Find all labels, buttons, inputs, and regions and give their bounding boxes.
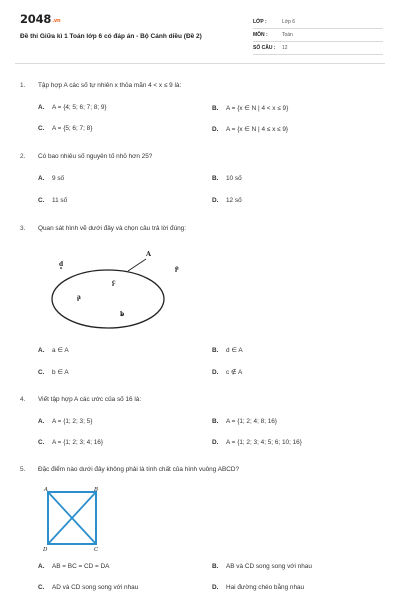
meta-value: Lớp 6 [282,19,296,25]
option-1a[interactable] [38,104,107,111]
option-letter: D. [212,439,219,446]
question-number: 4. [20,396,26,403]
meta-row-grade [253,16,383,29]
option-text: AB = BC = CD = DA [52,563,110,570]
question-number: 2. [20,153,26,160]
question-text: Tập hợp A các số tự nhiên x thỏa mãn 4 < x ≤ 9 là: [38,82,182,89]
vertex-d-label: D [43,547,48,552]
option-letter: B. [212,175,219,182]
option-text: AB và CD song song với nhau [226,563,312,570]
meta-row-subject [253,29,383,42]
label-a: a [77,294,81,301]
option-letter: D. [212,126,219,133]
label-b: b [120,311,125,318]
header-divider [15,63,385,64]
option-text: 12 số [226,197,242,204]
question-text: Có bao nhiêu số nguyên tố nhỏ hơn 25? [38,153,153,160]
option-text: Hai đường chéo bằng nhau [226,584,305,591]
option-4d[interactable] [212,439,302,446]
set-label-pointer [128,259,146,271]
option-5a[interactable] [38,563,109,570]
option-letter: B. [212,105,219,112]
option-letter: A. [38,175,45,182]
option-4a[interactable] [38,418,92,425]
meta-key: LỚP : [253,19,267,25]
option-letter: C. [38,439,45,446]
option-4c[interactable] [38,439,103,446]
vertex-a-label: A [44,487,48,493]
option-text: d ∈ A [226,347,243,354]
option-letter: C. [38,125,45,132]
option-letter: A. [38,104,45,111]
option-text: A = {4; 5; 6; 7; 8; 9} [52,104,107,111]
option-text: 11 số [52,197,68,204]
option-3d[interactable] [212,368,242,376]
option-letter: C. [38,584,45,591]
option-text: 10 số [226,175,242,182]
meta-value: Toán [282,32,293,38]
option-letter: B. [212,418,219,425]
option-3b[interactable] [212,346,243,354]
meta-key: MÔN : [253,32,268,38]
logo-text: 2048 [20,12,52,26]
option-5c[interactable] [38,584,138,591]
option-text: b ∈ A [52,369,69,376]
question-number: 1. [20,82,26,89]
label-c: c [112,279,116,286]
square-abcd-figure [42,486,104,552]
option-letter: D. [212,369,219,376]
logo-suffix: .vn [52,18,61,24]
option-text: 9 số [52,175,65,182]
option-text: A = {x ∈ N | 4 ≤ x ≤ 9} [226,126,289,133]
set-ellipse [52,270,164,328]
meta-key: SỐ CÂU : [253,45,276,51]
option-3a[interactable] [38,346,69,354]
option-2c[interactable] [38,197,67,204]
option-text: a ∈ A [52,347,69,354]
label-d: d [59,261,64,268]
meta-row-count [253,42,383,55]
option-text: A = {1; 2; 4; 8; 16} [226,418,277,425]
question-number: 5. [20,466,26,473]
option-text: A = {1; 2; 3; 4; 16} [52,439,103,446]
option-text: A = {5; 6; 7; 8} [52,125,93,132]
option-letter: B. [212,347,219,354]
option-letter: A. [38,347,45,354]
option-1d[interactable] [212,125,288,133]
option-letter: A. [38,418,45,425]
option-3c[interactable] [38,368,69,376]
option-5d[interactable] [212,584,304,591]
meta-value: 12 [282,45,288,51]
question-text: Viết tập hợp A các ước của số 16 là: [38,396,142,403]
question-text: Quan sát hình vẽ dưới đây và chọn câu trả lời đúng: [38,225,187,232]
vertex-b-label: B [94,487,99,493]
exam-meta [253,16,383,55]
option-letter: D. [212,197,219,204]
question-number: 3. [20,225,26,232]
option-1c[interactable] [38,125,92,132]
option-text: A = {1; 2; 3; 4; 5; 6; 10; 16} [226,439,302,446]
document-title: Đề thi Giữa kì 1 Toán lớp 6 có đáp án - Bộ Cánh diều (Đề 2) [20,33,202,40]
option-letter: B. [212,563,219,570]
option-text: c ∉ A [226,369,243,376]
option-5b[interactable] [212,563,312,570]
option-1b[interactable] [212,104,288,112]
label-e: e [175,265,179,272]
option-2d[interactable] [212,197,242,204]
option-2b[interactable] [212,175,242,182]
set-diagram [40,243,200,343]
option-letter: C. [38,369,45,376]
question-text: Đặc điểm nào dưới đây không phải là tính chất của hình vuông ABCD? [38,466,240,473]
set-label: A [146,250,152,258]
option-text: AD và CD song song với nhau [52,584,139,591]
option-4b[interactable] [212,418,277,425]
option-letter: D. [212,584,219,591]
option-letter: A. [38,563,45,570]
option-text: A = {x ∈ N | 4 < x ≤ 9} [226,105,289,112]
site-logo[interactable] [20,12,60,26]
option-text: A = {1; 2; 3; 5} [52,418,93,425]
option-2a[interactable] [38,175,64,182]
vertex-c-label: C [94,547,99,552]
option-letter: C. [38,197,45,204]
